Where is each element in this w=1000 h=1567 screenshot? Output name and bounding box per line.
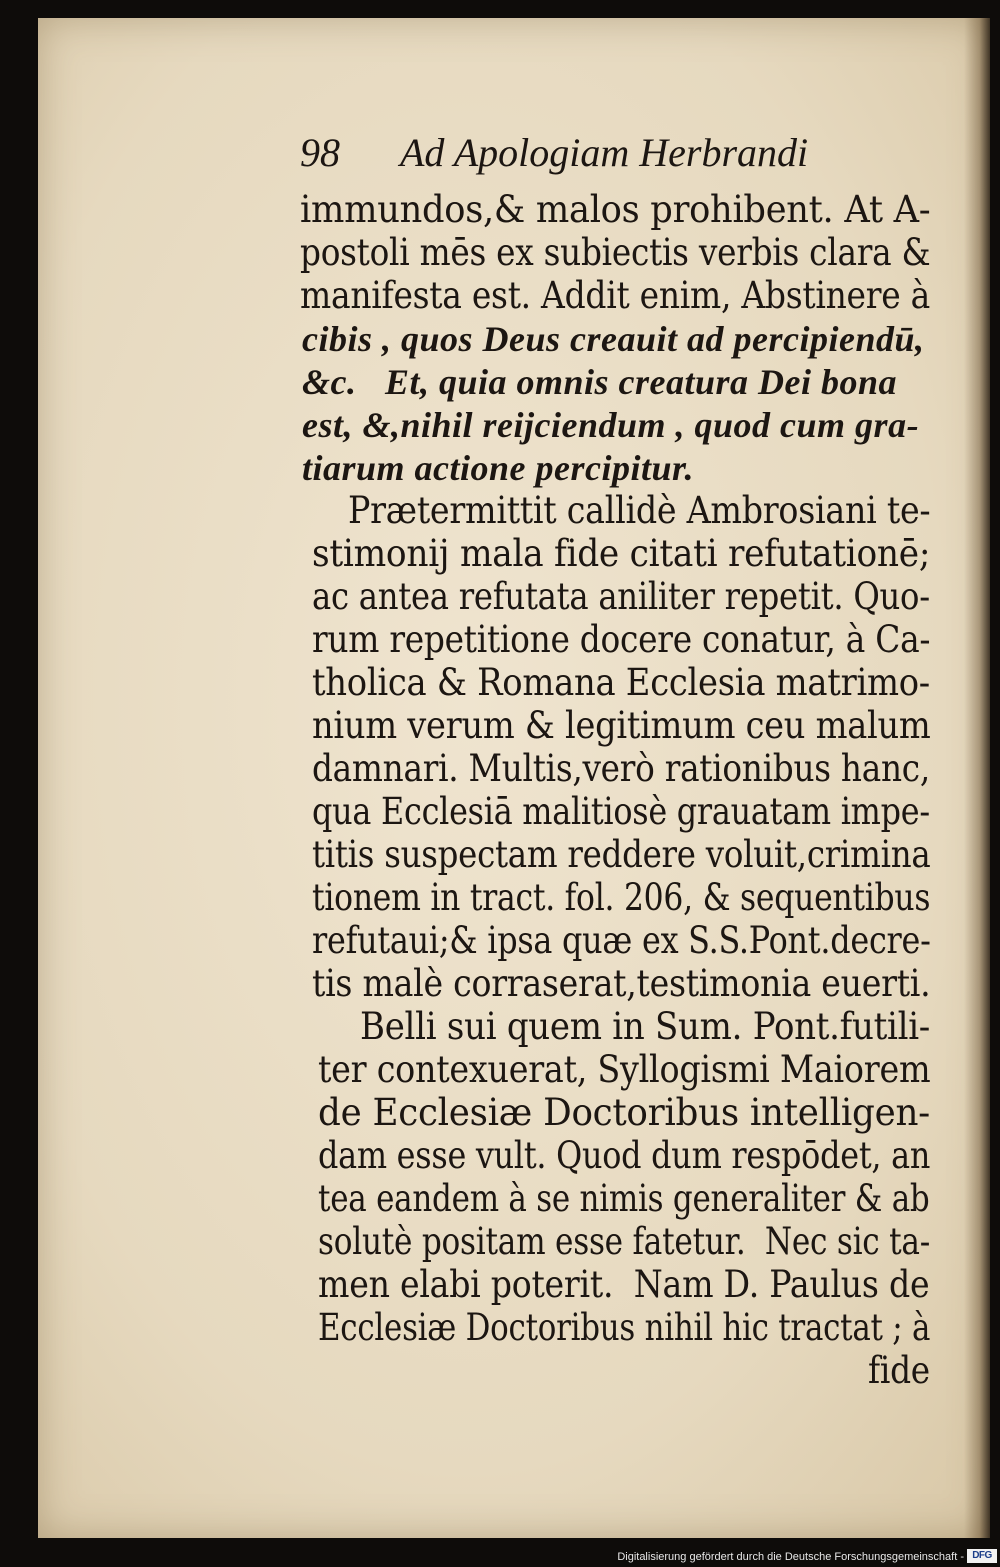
text-line-13: nium verum & legitimum ceu malum [312, 704, 931, 747]
running-head [300, 128, 808, 178]
text-line-22: de Ecclesiæ Doctoribus intelligen- [318, 1091, 930, 1134]
text-line-4: cibis , quos Deus creauit ad percipiendū, [302, 319, 925, 359]
text-line-20: Belli sui quem in Sum. Pont.futili- [360, 1005, 931, 1048]
text-line-14: damnari. Multis,verò rationibus hanc, [312, 747, 930, 790]
text-line-5: &c. Et, quia omnis creatura Dei bona [302, 362, 898, 402]
text-line-25: solutè positam esse fatetur. Nec sic ta- [318, 1220, 931, 1263]
text-line-3: manifesta est. Addit enim, Abstinere à [300, 274, 931, 317]
text-line-2: postoli mēs ex subiectis verbis clara & [300, 231, 931, 274]
page-edge-shadow [964, 18, 990, 1538]
text-line-24: tea eandem à se nimis generaliter & ab [318, 1177, 930, 1220]
page-number: 98 [300, 130, 340, 175]
text-line-11: rum repetitione docere conatur, à Ca- [312, 618, 931, 661]
text-line-8: Prætermittit callidè Ambrosiani te- [348, 489, 931, 532]
text-line-7: tiarum actione percipitur. [302, 448, 695, 488]
text-line-12: tholica & Romana Ecclesia matrimo- [312, 661, 930, 704]
text-line-6: est, &,nihil reijciendum , quod cum gra- [302, 405, 920, 445]
text-line-16: titis suspectam reddere voluit,crimina [312, 833, 931, 876]
text-line-1: immundos,& malos prohibent. At A- [300, 188, 931, 231]
dfg-logo: DFG [967, 1549, 997, 1563]
footer-bar [0, 1540, 1000, 1567]
text-line-15: qua Ecclesiā malitiosè grauatam impe- [312, 790, 930, 833]
text-line-17: tionem in tract. fol. 206, & sequentibus [312, 876, 931, 919]
text-line-27: Ecclesiæ Doctoribus nihil hic tractat ; à [318, 1306, 931, 1349]
running-title: Ad Apologiam Herbrandi [400, 130, 809, 175]
text-line-26: men elabi poterit. Nam D. Paulus de [318, 1263, 930, 1306]
text-line-10: ac antea refutata aniliter repetit. Quo- [312, 575, 930, 618]
funding-credit: Digitalisierung gefördert durch die Deutsche Forschungsgemeinschaft - [617, 1551, 964, 1563]
text-line-19: tis malè corraserat,testimonia euerti. [312, 962, 931, 1005]
text-line-21: ter contexuerat, Syllogismi Maiorem [318, 1048, 931, 1091]
text-line-9: stimonij mala fide citati refutationē; [312, 532, 931, 575]
catchword: fide [868, 1349, 930, 1392]
text-line-23: dam esse vult. Quod dum respōdet, an [318, 1134, 931, 1177]
text-line-18: refutaui;& ipsa quæ ex S.S.Pont.decre- [312, 919, 931, 962]
